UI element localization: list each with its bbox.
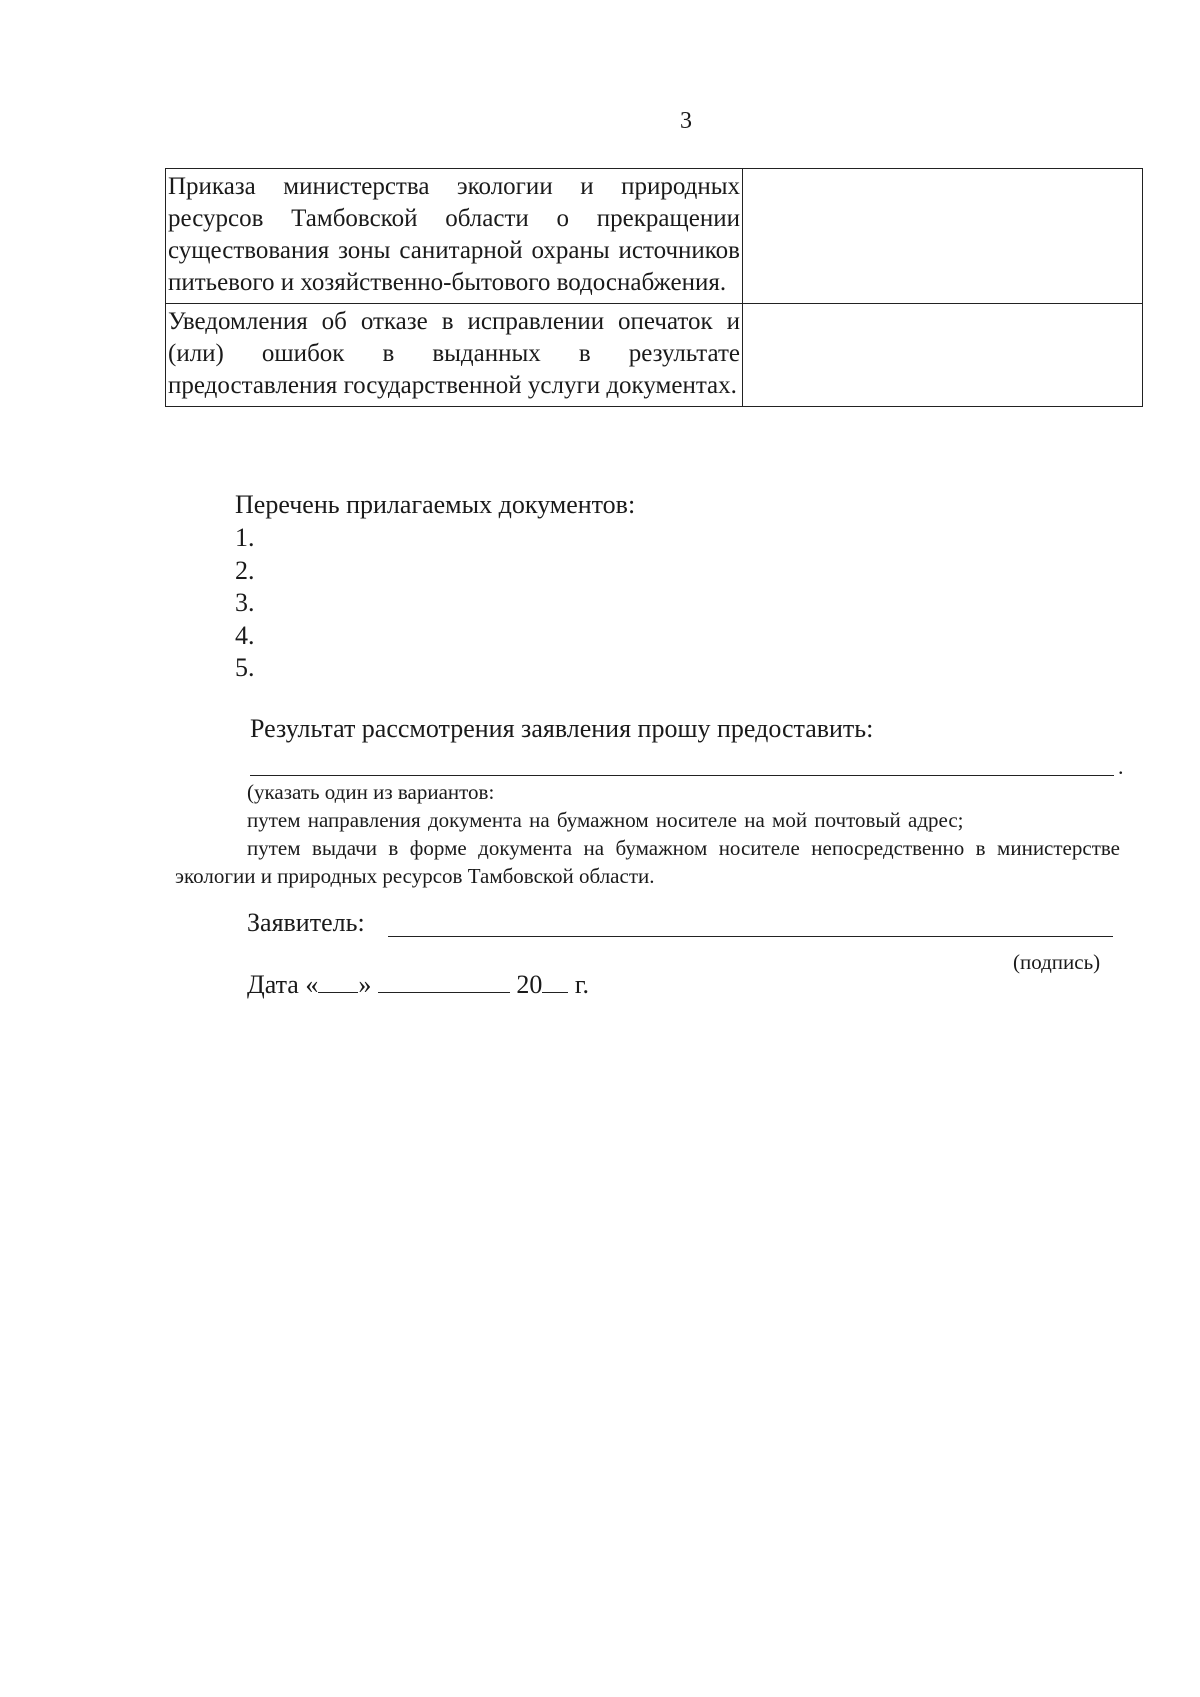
- option-mail: путем направления документа на бумажном носителе на мой почтовый адрес;: [247, 808, 964, 832]
- date-year-blank[interactable]: [542, 970, 568, 993]
- list-item: 5.: [235, 653, 255, 682]
- date-prefix: Дата «: [247, 970, 319, 999]
- option-in-person: путем выдачи в форме документа на бумажном носителе непосредственно в министерстве экологии и природных ресурсов Тамбовской области.: [175, 836, 1120, 888]
- date-month-blank[interactable]: [378, 970, 510, 993]
- result-options: [175, 778, 1120, 890]
- date-day-blank[interactable]: [318, 970, 358, 993]
- attachments-list: [235, 522, 255, 685]
- page-number: 3: [680, 108, 692, 134]
- list-item: 3.: [235, 588, 255, 617]
- list-item: 2.: [235, 555, 255, 585]
- table-cell-description: Уведомления об отказе в исправлении опечаток и (или) ошибок в выданных в результате предоставления государственной услуги документах.: [166, 304, 743, 407]
- options-intro: (указать один из вариантов:: [247, 780, 495, 804]
- list-item: 1.: [235, 523, 255, 552]
- table-row: [166, 169, 1143, 304]
- result-trailing-dot: .: [1118, 754, 1124, 779]
- table-cell-mark[interactable]: [743, 169, 1143, 304]
- year-suffix: г.: [574, 970, 590, 999]
- table-row: [166, 304, 1143, 407]
- applicant-label: Заявитель:: [247, 908, 365, 937]
- attachments-heading: Перечень прилагаемых документов:: [235, 490, 636, 519]
- date-row: [247, 970, 589, 1000]
- list-item: 4.: [235, 620, 255, 650]
- applicant-signature-line[interactable]: [388, 936, 1113, 937]
- table-cell-description: Приказа министерства экологии и природных ресурсов Тамбовской области о прекращении существования зоны санитарной охраны источников питьевого и хозяйственно-бытового водоснабжения.: [166, 169, 743, 304]
- date-quote-close: »: [358, 970, 372, 999]
- documents-table: [165, 168, 1143, 407]
- year-prefix: 20: [516, 970, 543, 999]
- signature-caption: (подпись): [1013, 950, 1101, 974]
- result-choice-line[interactable]: [250, 775, 1114, 776]
- table-cell-mark[interactable]: [743, 304, 1143, 407]
- result-heading: Результат рассмотрения заявления прошу предоставить:: [250, 714, 874, 743]
